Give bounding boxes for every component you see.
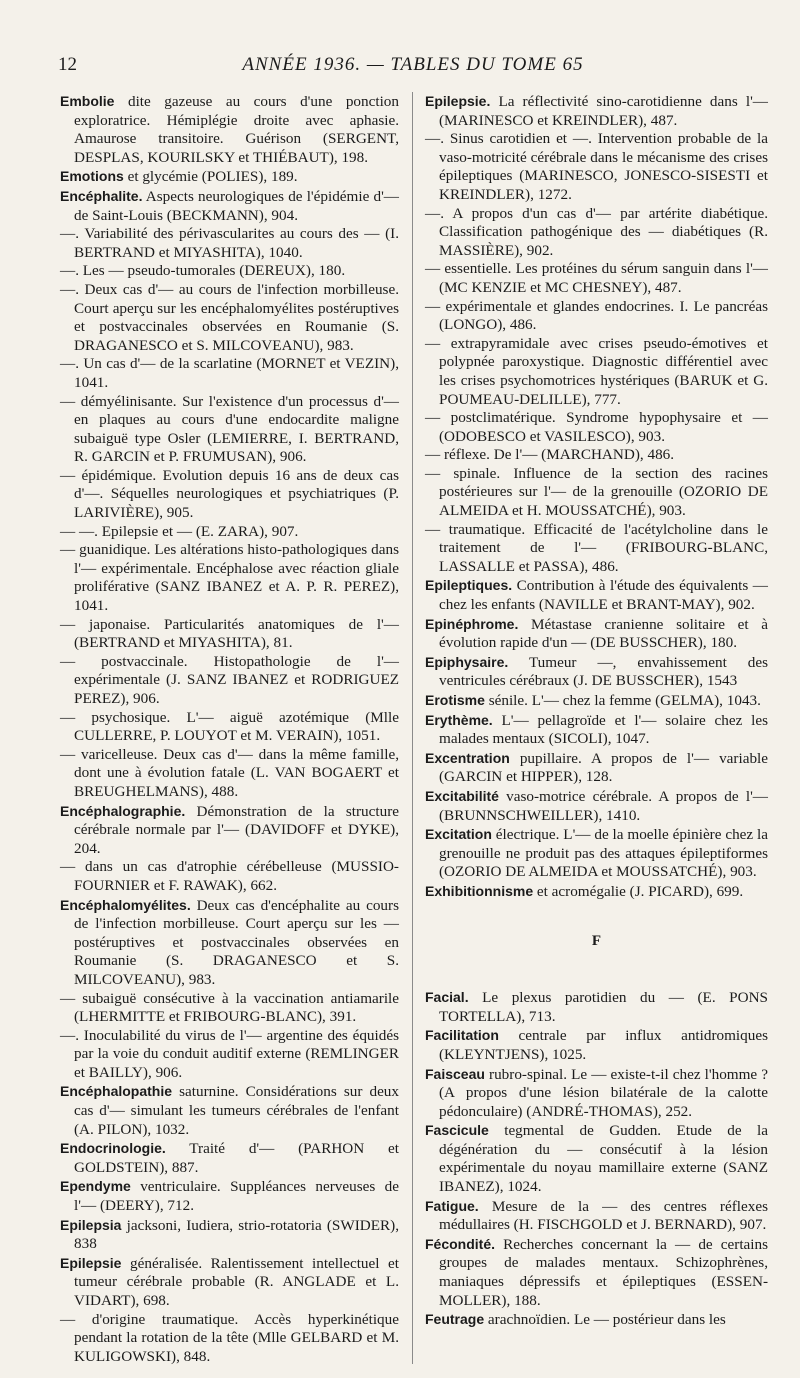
entry-text: — dans un cas d'atrophie cérébelleuse (MUSSIO-FOURNIER et F. RAWAK), 662. bbox=[60, 858, 399, 894]
entry-text: généralisée. Ralentissement intellectuel et tumeur cérébrale probable (R. ANGLADE et L. VIDART), 698. bbox=[74, 1254, 399, 1309]
entry-headword: Exhibitionnisme bbox=[425, 882, 534, 899]
entry-text: —. Deux cas d'— au cours de l'infection morbilleuse. Court aperçu sur les encéphalomyélites postéruptives et postvaccinales observées en Roumanie (S. DRAGANESCO et S. MILCOVEANU), 983. bbox=[60, 280, 399, 354]
entry-headword: Faisceau bbox=[425, 1065, 485, 1082]
entry-text: — traumatique. Efficacité de l'acétylcholine dans le traitement de l'— (FRIBOURG-BLANC, LASSALLE et PASSA), 486. bbox=[425, 520, 768, 575]
entry-headword: Fécondité. bbox=[425, 1235, 496, 1252]
entry-text: —. Inoculabilité du virus de l'— argentine des équidés par la voie du conduit auditif externe (REMLINGER et BAILLY), 906. bbox=[60, 1026, 399, 1081]
entry-text: Contribution à l'étude des équivalents — chez les enfants (NAVILLE et BRANT-MAY), 902. bbox=[439, 577, 768, 614]
index-entry bbox=[60, 858, 399, 895]
section-letter: F bbox=[591, 932, 602, 949]
index-entry bbox=[425, 335, 768, 409]
entry-headword: Epilepsia bbox=[60, 1216, 122, 1233]
entry-headword: Facilitation bbox=[425, 1027, 499, 1044]
entry-headword: Epiphysaire. bbox=[425, 653, 509, 670]
entry-text: Traité d'— (PARHON et GOLDSTEIN), 887. bbox=[74, 1140, 399, 1176]
entry-text: — essentielle. Les protéines du sérum sanguin dans l'— (MC KENZIE et MC CHESNEY), 487. bbox=[425, 260, 768, 296]
left-column bbox=[60, 92, 399, 1366]
entry-headword: Endocrinologie. bbox=[60, 1140, 166, 1157]
entry-text: —. Sinus carotidien et —. Intervention probable de la vaso-motricité cérébrale dans le mécanisme des crises épileptiques (MARINESCO, JONESCO-SISESTI et KREINDLER), 1272. bbox=[425, 130, 768, 203]
index-entry bbox=[60, 1027, 399, 1083]
index-entry bbox=[425, 521, 768, 577]
index-entry bbox=[60, 393, 399, 467]
entry-text: — épidémique. Evolution depuis 16 ans de deux cas d'—. Séquelles neurologiques et psychiatriques (P. LARIVIÈRE), 905. bbox=[60, 466, 399, 522]
index-entry bbox=[60, 167, 399, 187]
entry-text: électrique. L'— de la moelle épinière chez la grenouille ne produit pas des attaques épileptiformes (OZORIO DE ALMEIDA et MOUSSATCHÉ), 903. bbox=[439, 826, 768, 881]
entry-text: tegmental de Gudden. Etude de la dégénération du — consécutif à la lésion expérimentale du noyau mamillaire externe (SANZ IBANEZ), 1024. bbox=[439, 1122, 768, 1196]
entry-text: vaso-motrice cérébrale. A propos de l'— (BRUNNSCHWEILLER), 1410. bbox=[439, 787, 768, 824]
index-entry bbox=[425, 988, 768, 1026]
index-entry bbox=[425, 446, 768, 465]
entry-text: — subaiguë consécutive à la vaccination antiamarile (LHERMITTE et FRIBOURG-BLANC), 391. bbox=[60, 989, 399, 1026]
index-entry bbox=[425, 1026, 768, 1064]
entry-text: — varicelleuse. Deux cas d'— dans la même famille, dont une à évolution fatale (L. VAN BOGAERT et BREUGHELMANS), 488. bbox=[60, 745, 399, 800]
entry-headword: Erotisme bbox=[425, 692, 485, 708]
entry-text: — réflexe. De l'— (MARCHAND), 486. bbox=[425, 446, 675, 464]
entry-text: saturnine. Considérations sur deux cas d'— simulant les tumeurs cérébrales de l'enfant (A. PILON), 1032. bbox=[74, 1083, 399, 1138]
entry-headword: Encéphalite. bbox=[60, 187, 143, 204]
index-entry bbox=[425, 825, 768, 882]
index-entry bbox=[425, 749, 768, 787]
index-entry bbox=[60, 541, 399, 615]
entry-headword: Excentration bbox=[425, 749, 510, 766]
entry-headword: Embolie bbox=[60, 93, 115, 109]
entry-text: Le plexus parotidien du — (E. PONS TORTELLA), 713. bbox=[439, 989, 768, 1025]
entry-headword: Erythème. bbox=[425, 711, 493, 728]
entry-text: —. Un cas d'— de la scarlatine (MORNET et VEZIN), 1041. bbox=[60, 355, 399, 391]
entry-text: — démyélinisante. Sur l'existence d'un processus d'— en plaques au cours d'une endocardite maligne subaiguë type Osler (LEMIERRE, I. BERTRAND, R. GARCIN et P. FRUMUSAN), 906. bbox=[60, 392, 399, 466]
entry-text: — extrapyramidale avec crises pseudo-émotives et polypnée paroxystique. Diagnostic différentiel avec les crises psychomotrices hystériques (BARUK et G. POUMEAU-DELILLE), 777. bbox=[425, 334, 768, 408]
entry-headword: Excitation bbox=[425, 826, 492, 843]
index-entry bbox=[425, 130, 768, 204]
entry-text: Deux cas d'encéphalite au cours de l'infection morbilleuse. Court aperçu sur les — postéruptives et postvaccinales observées en Roumanie (S. DRAGANESCO et S. MILCOVEANU), 983. bbox=[74, 896, 399, 988]
entry-text: Démonstration de la structure cérébrale normale par l'— (DAVIDOFF et DYKE), 204. bbox=[74, 802, 399, 857]
index-entry bbox=[425, 1197, 768, 1235]
index-entry bbox=[60, 1311, 399, 1367]
entry-text: Métastase cranienne solitaire et à évolution rapide d'un — (DE BUSSCHER), 180. bbox=[439, 615, 768, 652]
entry-headword: Emotions bbox=[60, 168, 124, 185]
entry-text: —. Variabilité des périvascularites au cours des — (I. BERTRAND et MIYASHITA), 1040. bbox=[60, 225, 399, 261]
index-entry bbox=[60, 523, 399, 542]
entry-text: arachnoïdien. Le — postérieur dans les bbox=[484, 1311, 726, 1329]
index-entry bbox=[425, 298, 768, 335]
entry-text: jacksoni, Iudiera, strio-rotatoria (SWIDER), 838 bbox=[74, 1216, 399, 1253]
page-title: ANNÉE 1936. — TABLES DU TOME 65 bbox=[242, 54, 584, 75]
index-entry bbox=[60, 616, 399, 653]
right-column bbox=[425, 92, 768, 1330]
index-entry bbox=[60, 896, 399, 990]
index-entry bbox=[60, 746, 399, 802]
entry-headword: Epilepsie bbox=[60, 1254, 122, 1271]
index-entry bbox=[425, 882, 768, 902]
entry-headword: Encéphalographie. bbox=[60, 802, 186, 819]
index-entry bbox=[425, 1065, 768, 1122]
index-entry bbox=[425, 1121, 768, 1196]
entry-headword: Excitabilité bbox=[425, 787, 499, 804]
index-entry bbox=[60, 1177, 399, 1215]
entry-headword: Ependyme bbox=[60, 1178, 131, 1195]
index-entry bbox=[60, 709, 399, 746]
entry-headword: Encéphalomyélites. bbox=[60, 896, 191, 913]
index-entry bbox=[60, 653, 399, 709]
index-entry bbox=[60, 990, 399, 1027]
index-entry bbox=[425, 92, 768, 130]
entry-headword: Facial. bbox=[425, 989, 469, 1006]
index-entry bbox=[425, 576, 768, 614]
index-entry bbox=[60, 355, 399, 392]
entry-text: Aspects neurologiques de l'épidémie d'— de Saint-Louis (BECKMANN), 904. bbox=[74, 187, 399, 224]
entry-text: L'— pellagroïde et l'— solaire chez les malades mentaux (SICOLI), 1047. bbox=[439, 711, 768, 748]
entry-text: centrale par influx antidromiques (KLEYNTJENS), 1025. bbox=[439, 1027, 768, 1063]
entry-text: et acromégalie (J. PICARD), 699. bbox=[533, 882, 744, 900]
entry-text: —. A propos d'un cas d'— par artérite diabétique. Classification pathogénique des — diabétiques (R. MASSIÈRE), 902. bbox=[425, 204, 768, 259]
index-entry bbox=[425, 409, 768, 446]
entry-text: — psychosique. L'— aiguë azotémique (Mlle CULLERRE, P. LOUYOT et M. VERAIN), 1051. bbox=[60, 708, 399, 745]
index-entry bbox=[60, 187, 399, 225]
index-entry bbox=[60, 92, 399, 167]
entry-text: Mesure de la — des centres réflexes médullaires (H. FISCHGOLD et J. BERNARD), 907. bbox=[439, 1197, 768, 1234]
index-entry bbox=[60, 1082, 399, 1139]
entry-headword: Epinéphrome. bbox=[425, 615, 519, 632]
index-entry bbox=[60, 262, 399, 281]
entry-text: Tumeur —, envahissement des ventricules cérébraux (J. DE BUSSCHER), 1543 bbox=[439, 653, 768, 690]
entry-text: ventriculaire. Suppléances nerveuses de l'— (DEERY), 712. bbox=[74, 1178, 399, 1215]
index-entry bbox=[60, 225, 399, 262]
entry-text: — postclimatérique. Syndrome hypophysaire et — (ODOBESCO et VASILESCO), 903. bbox=[425, 409, 768, 445]
index-entry bbox=[425, 1310, 768, 1330]
index-entry bbox=[60, 802, 399, 859]
page-number: 12 bbox=[58, 54, 77, 75]
entry-headword: Fatigue. bbox=[425, 1197, 479, 1214]
entry-text: — —. Epilepsie et — (E. ZARA), 907. bbox=[60, 522, 299, 540]
index-entry bbox=[425, 653, 768, 691]
index-entry bbox=[425, 205, 768, 261]
index-entry bbox=[425, 465, 768, 521]
page-header bbox=[58, 54, 768, 80]
entry-text: La réflectivité sino-carotidienne dans l'— (MARINESCO et KREINDLER), 487. bbox=[439, 93, 768, 129]
index-entry bbox=[60, 467, 399, 523]
entry-text: — expérimentale et glandes endocrines. I. Le pancréas (LONGO), 486. bbox=[425, 297, 768, 334]
entry-text: — japonaise. Particularités anatomiques de l'— (BERTRAND et MIYASHITA), 81. bbox=[60, 615, 399, 652]
entry-text: Recherches concernant la — de certains groupes de malades mentaux. Schizophrènes, maniaques dépressifs et épileptiques (ESSEN-MOLLER), 188. bbox=[439, 1235, 768, 1309]
entry-headword: Fascicule bbox=[425, 1122, 489, 1139]
entry-text: sénile. L'— chez la femme (GELMA), 1043. bbox=[484, 692, 761, 709]
index-entry bbox=[60, 1216, 399, 1254]
index-entry bbox=[425, 711, 768, 749]
entry-text: — spinale. Influence de la section des racines postérieures sur l'— de la grenouille (OZORIO DE ALMEIDA et H. MOUSSATCHÉ), 903. bbox=[425, 464, 768, 520]
index-entry bbox=[425, 260, 768, 297]
entry-text: rubro-spinal. Le — existe-t-il chez l'homme ? (A propos d'une lésion bilatérale de la calotte pédonculaire) (ANDRÉ-THOMAS), 252. bbox=[439, 1065, 768, 1120]
index-entry bbox=[60, 281, 399, 355]
index-entry bbox=[425, 691, 768, 711]
entry-headword: Encéphalopathie bbox=[60, 1083, 173, 1100]
index-entry bbox=[425, 615, 768, 653]
entry-text: —. Les — pseudo-tumorales (DEREUX), 180. bbox=[60, 262, 346, 280]
index-entry bbox=[60, 1254, 399, 1311]
column-divider bbox=[412, 92, 413, 1364]
entry-text: et glycémie (POLIES), 189. bbox=[123, 168, 298, 186]
entry-text: — postvaccinale. Histopathologie de l'— expérimentale (J. SANZ IBANEZ et RODRIGUEZ PEREZ), 906. bbox=[60, 652, 399, 707]
entry-text: — guanidique. Les altérations histo-pathologiques dans l'— expérimentale. Encéphalose avec réaction gliale proliférative (SANZ IBANEZ et A. P. R. PEREZ), 1041. bbox=[60, 541, 399, 615]
index-entry bbox=[425, 787, 768, 825]
entry-text: pupillaire. A propos de l'— variable (GARCIN et HIPPER), 128. bbox=[439, 749, 768, 786]
index-entry bbox=[60, 1139, 399, 1177]
entry-headword: Epilepsie. bbox=[425, 93, 491, 109]
entry-headword: Epileptiques. bbox=[425, 577, 513, 594]
entry-text: dite gazeuse au cours d'une ponction exploratrice. Hémiplégie droite avec aphasie. Amaurose transitoire. Guérison (SERGENT, DESPLAS, KOURILSKY et THIÉBAUT), 198. bbox=[74, 93, 399, 166]
entry-headword: Feutrage bbox=[425, 1311, 485, 1328]
index-entry bbox=[425, 1235, 768, 1310]
entry-text: — d'origine traumatique. Accès hyperkinétique pendant la rotation de la tête (Mlle GELBARD et M. KULIGOWSKI), 848. bbox=[60, 1310, 399, 1365]
